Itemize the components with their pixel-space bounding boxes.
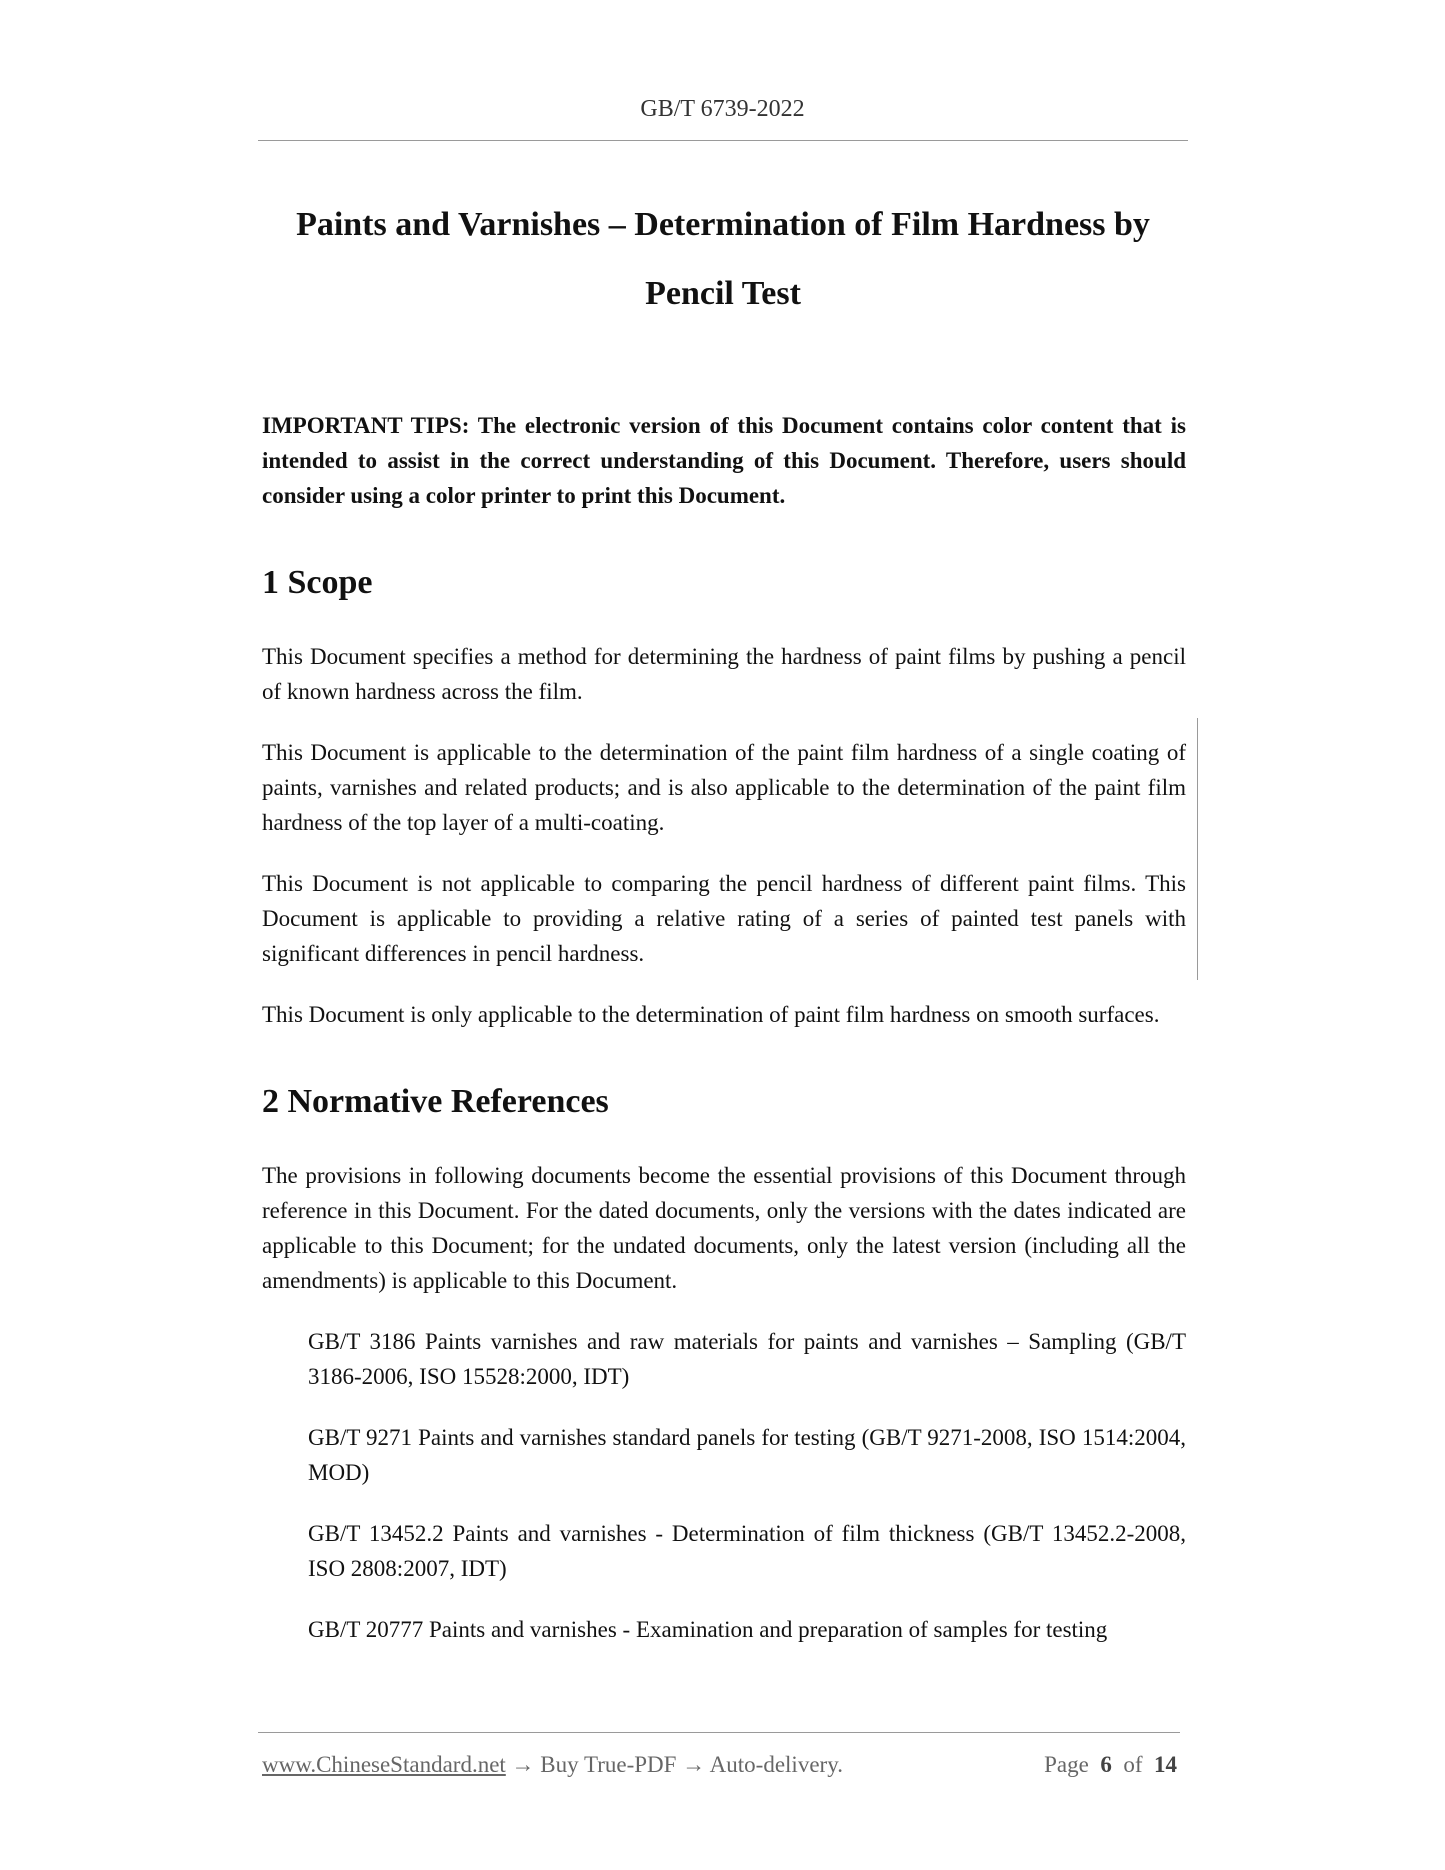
section-heading-scope: 1 Scope — [262, 564, 373, 601]
references-intro: The provisions in following documents become the essential provisions of this Document through reference in this Document. For the dated documents, only the versions with the dates indicated are applicable to this Document; for the undated documents, only the latest version (including all the amendments) is applicable to this Document. — [262, 1163, 1186, 1293]
revision-bar — [1197, 718, 1198, 980]
arrow-icon: → — [511, 1752, 535, 1777]
reference-item: GB/T 13452.2 Paints and varnishes - Determination of film thickness (GB/T 13452.2-2008, ISO 2808:2007, IDT) — [308, 1521, 1186, 1581]
site-link[interactable]: www.ChineseStandard.net — [262, 1752, 506, 1777]
page-current: 6 — [1100, 1752, 1112, 1777]
reference-item: GB/T 9271 Paints and varnishes standard panels for testing (GB/T 9271-2008, ISO 1514:2004, MOD) — [308, 1425, 1186, 1485]
page-label: Page — [1044, 1752, 1089, 1777]
footer-left — [262, 1752, 843, 1778]
scope-paragraph: This Document is applicable to the determination of the paint film hardness of a single coating of paints, varnishes and related products; and is also applicable to the determination of the paint film hardness of the top layer of a multi-coating. — [262, 740, 1186, 835]
auto-delivery-text: Auto-delivery. — [709, 1752, 843, 1777]
important-tips: IMPORTANT TIPS: The electronic version of this Document contains color content that is intended to assist in the correct understanding of this Document. Therefore, users should consider using a color printer to print this Document. — [262, 413, 1186, 508]
scope-paragraph: This Document specifies a method for determining the hardness of paint films by pushing a pencil of known hardness across the film. — [262, 644, 1186, 704]
buy-true-pdf-link[interactable]: Buy True-PDF — [540, 1752, 677, 1777]
section-heading-normative-references: 2 Normative References — [262, 1083, 609, 1120]
footer-divider — [258, 1732, 1180, 1733]
reference-item: GB/T 20777 Paints and varnishes - Examination and preparation of samples for testing — [308, 1617, 1108, 1642]
header-doc-code: GB/T 6739-2022 — [640, 96, 805, 122]
document-body — [262, 408, 1186, 1673]
page-of: of — [1123, 1752, 1143, 1777]
scope-paragraph: This Document is only applicable to the determination of paint film hardness on smooth surfaces. — [262, 1002, 1160, 1027]
header-divider — [258, 140, 1188, 141]
document-title: Paints and Varnishes – Determination of Film Hardness by Pencil Test — [296, 206, 1150, 312]
page-indicator — [1044, 1752, 1177, 1778]
scope-paragraph: This Document is not applicable to comparing the pencil hardness of different paint films. This Document is applicable to providing a relative rating of a series of painted test panels with significant differences in pencil hardness. — [262, 871, 1186, 966]
reference-item: GB/T 3186 Paints varnishes and raw materials for paints and varnishes – Sampling (GB/T 3186-2006, ISO 15528:2000, IDT) — [308, 1329, 1186, 1389]
page-total: 14 — [1154, 1752, 1177, 1777]
arrow-icon: → — [682, 1752, 706, 1777]
